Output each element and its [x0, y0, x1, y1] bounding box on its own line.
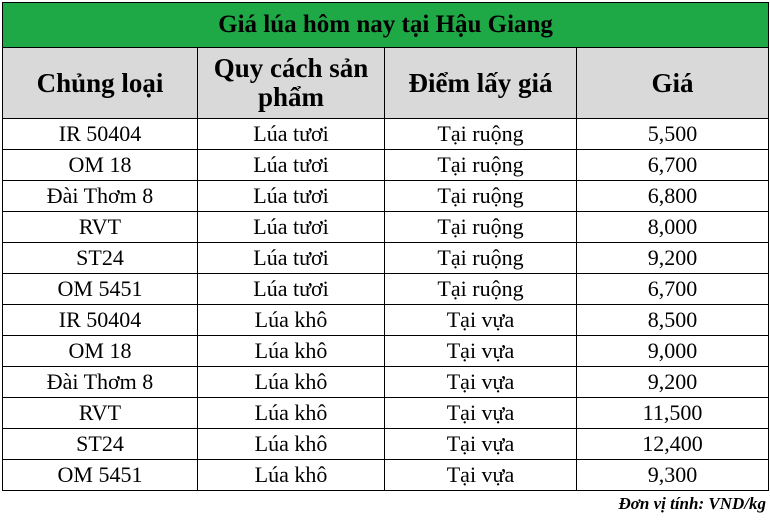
- cell-price: 9,200: [577, 367, 769, 398]
- cell-price: 6,700: [577, 150, 769, 181]
- table-row: [3, 243, 769, 274]
- table-title-row: [3, 3, 769, 48]
- cell-variety: RVT: [3, 212, 198, 243]
- cell-variety: OM 18: [3, 150, 198, 181]
- table-row: [3, 367, 769, 398]
- cell-variety: ST24: [3, 429, 198, 460]
- unit-note: Đơn vị tính: VND/kg: [618, 494, 766, 513]
- cell-variety: IR 50404: [3, 119, 198, 150]
- cell-spec: Lúa khô: [198, 460, 385, 491]
- cell-spec: Lúa tươi: [198, 212, 385, 243]
- cell-point: Tại vựa: [385, 398, 577, 429]
- cell-point: Tại ruộng: [385, 274, 577, 305]
- cell-price: 12,400: [577, 429, 769, 460]
- cell-point: Tại ruộng: [385, 150, 577, 181]
- cell-price: 5,500: [577, 119, 769, 150]
- cell-price: 9,000: [577, 336, 769, 367]
- cell-spec: Lúa khô: [198, 367, 385, 398]
- table-row: [3, 305, 769, 336]
- table-row: [3, 274, 769, 305]
- cell-price: 6,700: [577, 274, 769, 305]
- cell-point: Tại vựa: [385, 429, 577, 460]
- cell-spec: Lúa tươi: [198, 150, 385, 181]
- cell-spec: Lúa khô: [198, 336, 385, 367]
- cell-spec: Lúa tươi: [198, 243, 385, 274]
- cell-spec: Lúa khô: [198, 398, 385, 429]
- table-row: [3, 336, 769, 367]
- table-row: [3, 119, 769, 150]
- cell-point: Tại ruộng: [385, 212, 577, 243]
- cell-point: Tại ruộng: [385, 119, 577, 150]
- cell-variety: OM 5451: [3, 460, 198, 491]
- cell-variety: ST24: [3, 243, 198, 274]
- cell-point: Tại ruộng: [385, 181, 577, 212]
- table-row: [3, 150, 769, 181]
- cell-price: 6,800: [577, 181, 769, 212]
- cell-price: 9,200: [577, 243, 769, 274]
- cell-spec: Lúa khô: [198, 305, 385, 336]
- cell-variety: OM 18: [3, 336, 198, 367]
- header-point: Điểm lấy giá: [385, 48, 577, 119]
- cell-point: Tại vựa: [385, 336, 577, 367]
- cell-price: 9,300: [577, 460, 769, 491]
- table-row: [3, 460, 769, 491]
- cell-price: 8,500: [577, 305, 769, 336]
- cell-variety: OM 5451: [3, 274, 198, 305]
- header-spec: Quy cách sản phẩm: [198, 48, 385, 119]
- table-body: [3, 119, 769, 491]
- cell-price: 11,500: [577, 398, 769, 429]
- cell-point: Tại vựa: [385, 460, 577, 491]
- table-row: [3, 429, 769, 460]
- cell-variety: IR 50404: [3, 305, 198, 336]
- cell-variety: Đài Thơm 8: [3, 181, 198, 212]
- table-row: [3, 181, 769, 212]
- cell-spec: Lúa tươi: [198, 119, 385, 150]
- header-price: Giá: [577, 48, 769, 119]
- cell-point: Tại vựa: [385, 305, 577, 336]
- cell-variety: Đài Thơm 8: [3, 367, 198, 398]
- cell-spec: Lúa tươi: [198, 181, 385, 212]
- cell-spec: Lúa khô: [198, 429, 385, 460]
- cell-price: 8,000: [577, 212, 769, 243]
- price-table: [2, 2, 769, 491]
- table-title: Giá lúa hôm nay tại Hậu Giang: [3, 3, 769, 48]
- cell-point: Tại ruộng: [385, 243, 577, 274]
- header-variety: Chủng loại: [3, 48, 198, 119]
- cell-variety: RVT: [3, 398, 198, 429]
- cell-spec: Lúa tươi: [198, 274, 385, 305]
- table-row: [3, 212, 769, 243]
- cell-point: Tại vựa: [385, 367, 577, 398]
- table-header-row: [3, 48, 769, 119]
- table-row: [3, 398, 769, 429]
